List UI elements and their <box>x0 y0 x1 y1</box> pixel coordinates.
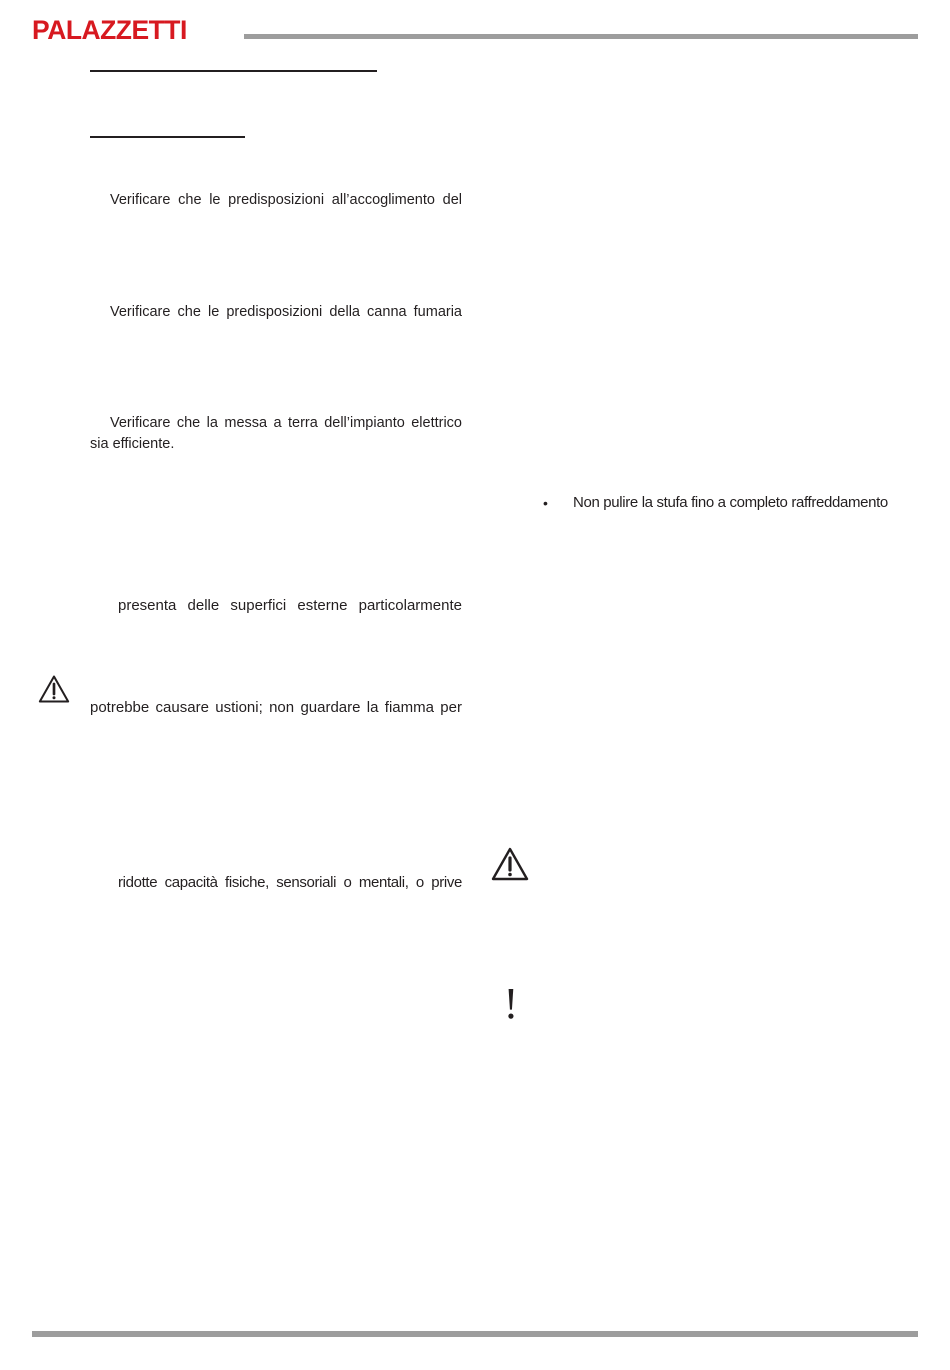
exclamation-icon: ! <box>503 979 519 1028</box>
brand-logo: PALAZZETTI <box>32 15 187 45</box>
header-rule <box>244 34 918 39</box>
footer-rule <box>32 1331 918 1337</box>
warning-triangle-icon <box>490 846 530 882</box>
paragraph-ustioni-fiamma: potrebbe causare ustioni; non guardare la fiamma per <box>90 699 462 716</box>
paragraph-messa-a-terra-continued: sia efficiente. <box>90 436 175 452</box>
list-item-pulizia-stufa: Non pulire la stufa fino a completo raffreddamento <box>573 494 888 511</box>
paragraph-superfici-esterne: presenta delle superfici esterne particolarmente <box>118 597 462 614</box>
subsection-title-underline <box>90 136 245 138</box>
section-title-underline <box>90 70 377 72</box>
paragraph-ridotte-capacita: ridotte capacità fisiche, sensoriali o mentali, o prive <box>118 874 462 891</box>
bullet-marker: • <box>543 495 548 511</box>
paragraph-predisposizioni-accoglimento: Verificare che le predisposizioni all’accoglimento del <box>110 192 462 208</box>
warning-triangle-icon <box>37 674 71 704</box>
paragraph-messa-a-terra: Verificare che la messa a terra dell’impianto elettrico <box>110 415 462 431</box>
paragraph-predisposizioni-canna-fumaria: Verificare che le predisposizioni della canna fumaria <box>110 304 462 320</box>
